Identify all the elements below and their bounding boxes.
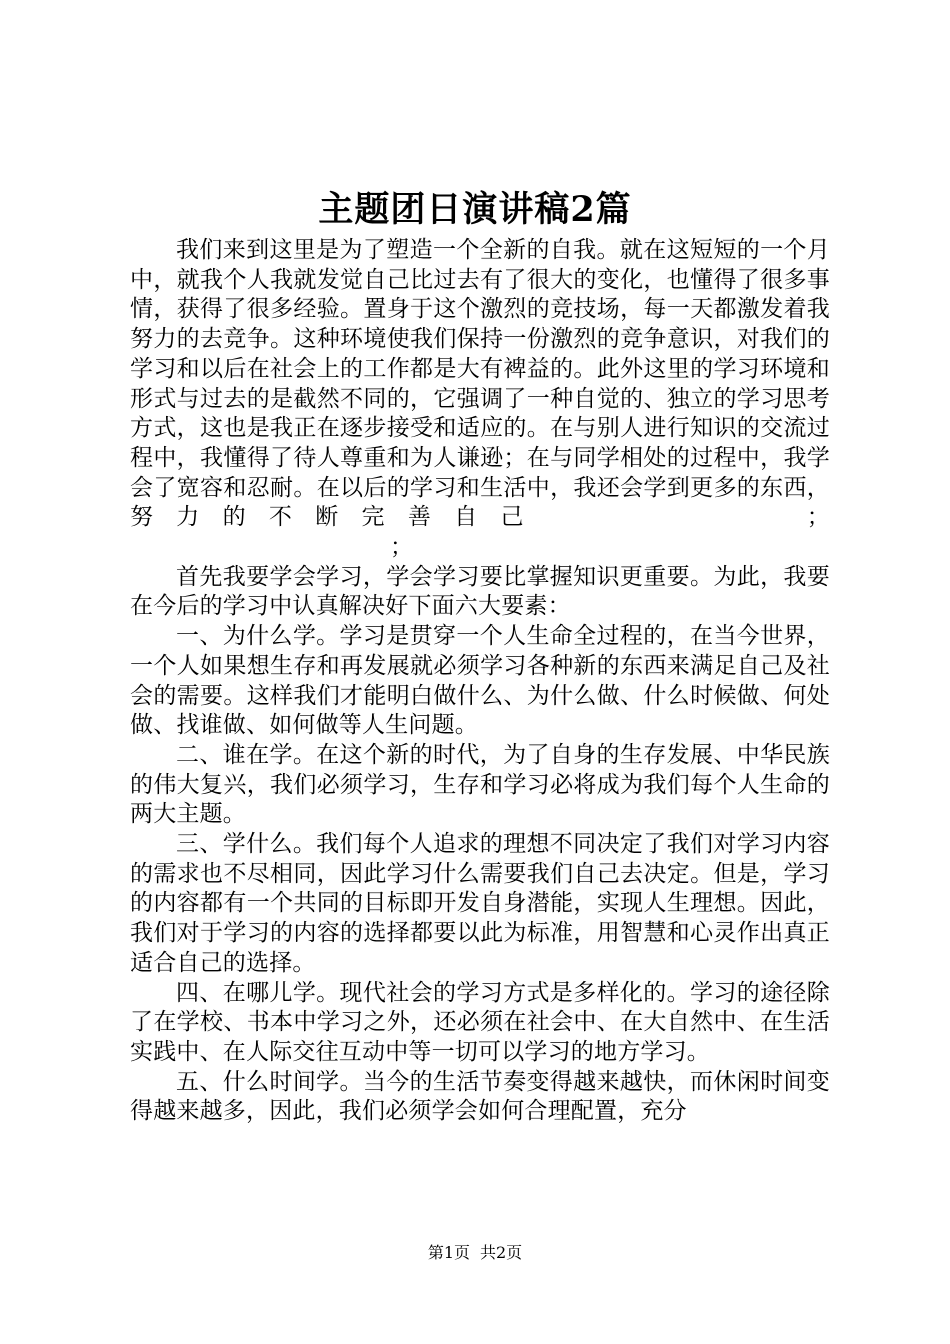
semicolon-mark: ； xyxy=(390,534,414,561)
paragraph: 三、学什么。我们每个人追求的理想不同决定了我们对学习内容的需求也不尽相同，因此学习什么需要我们自己去决定。但是，学习的内容都有一个共同的目标即开发自身潜能，实现人生理想。因此，我们对于学习的内容的选择都要以此为标准，用智慧和心灵作出真正适合自己的选择。 xyxy=(130,831,830,976)
paragraph: 一、为什么学。学习是贯穿一个人生命全过程的，在当今世界，一个人如果想生存和再发展就必须学习各种新的东西来满足自己及社会的需要。这样我们才能明白做什么、为什么做、什么时候做、何处做、找谁做、如何做等人生问题。 xyxy=(130,623,830,739)
document-title: 主题团日演讲稿2篇 xyxy=(318,189,632,230)
page-footer xyxy=(0,1242,950,1264)
semicolon-mark: ； xyxy=(806,504,830,531)
page-number: 第1页 xyxy=(427,1243,470,1262)
paragraph: 二、谁在学。在这个新的时代，为了自身的生存发展、中华民族的伟大复兴，我们必须学习，生存和学习必将成为我们每个人生命的两大主题。 xyxy=(130,741,830,828)
page-total: 共2页 xyxy=(480,1243,523,1262)
paragraph: 四、在哪儿学。现代社会的学习方式是多样化的。学习的途径除了在学校、书本中学习之外，还必须在社会中、在大自然中、在生活实践中、在人际交往互动中等一切可以学习的地方学习。 xyxy=(130,979,830,1065)
paragraph: 五、什么时间学。当今的生活节奏变得越来越快，而休闲时间变得越来越多，因此，我们必须学会如何合理配置，充分 xyxy=(130,1068,830,1125)
paragraph xyxy=(130,236,830,563)
paragraph: 首先我要学会学习，学会学习要比掌握知识更重要。为此，我要在今后的学习中认真解决好下面六大要素： xyxy=(130,563,830,620)
paragraph-text: 我们来到这里是为了塑造一个全新的自我。就在这短短的一个月中，就我个人我就发觉自己比过去有了很大的变化，也懂得了很多事情，获得了很多经验。置身于这个激烈的竞技场，每一天都激发着我努力的去竞争。这种环境使我们保持一份激烈的竞争意识，对我们的学习和以后在社会上的工作都是大有裨益的。此外这里的学习环境和形式与过去的是截然不同的，它强调了一种自觉的、独立的学习思考方式，这也是我正在逐步接受和适应的。在与别人进行知识的交流过程中，我懂得了待人尊重和为人谦逊；在与同学相处的过程中，我学会了宽容和忍耐。在以后的学习和生活中，我还会学到更多的东西，努力的不断完善自己 xyxy=(130,237,830,531)
document-body xyxy=(130,236,830,1127)
